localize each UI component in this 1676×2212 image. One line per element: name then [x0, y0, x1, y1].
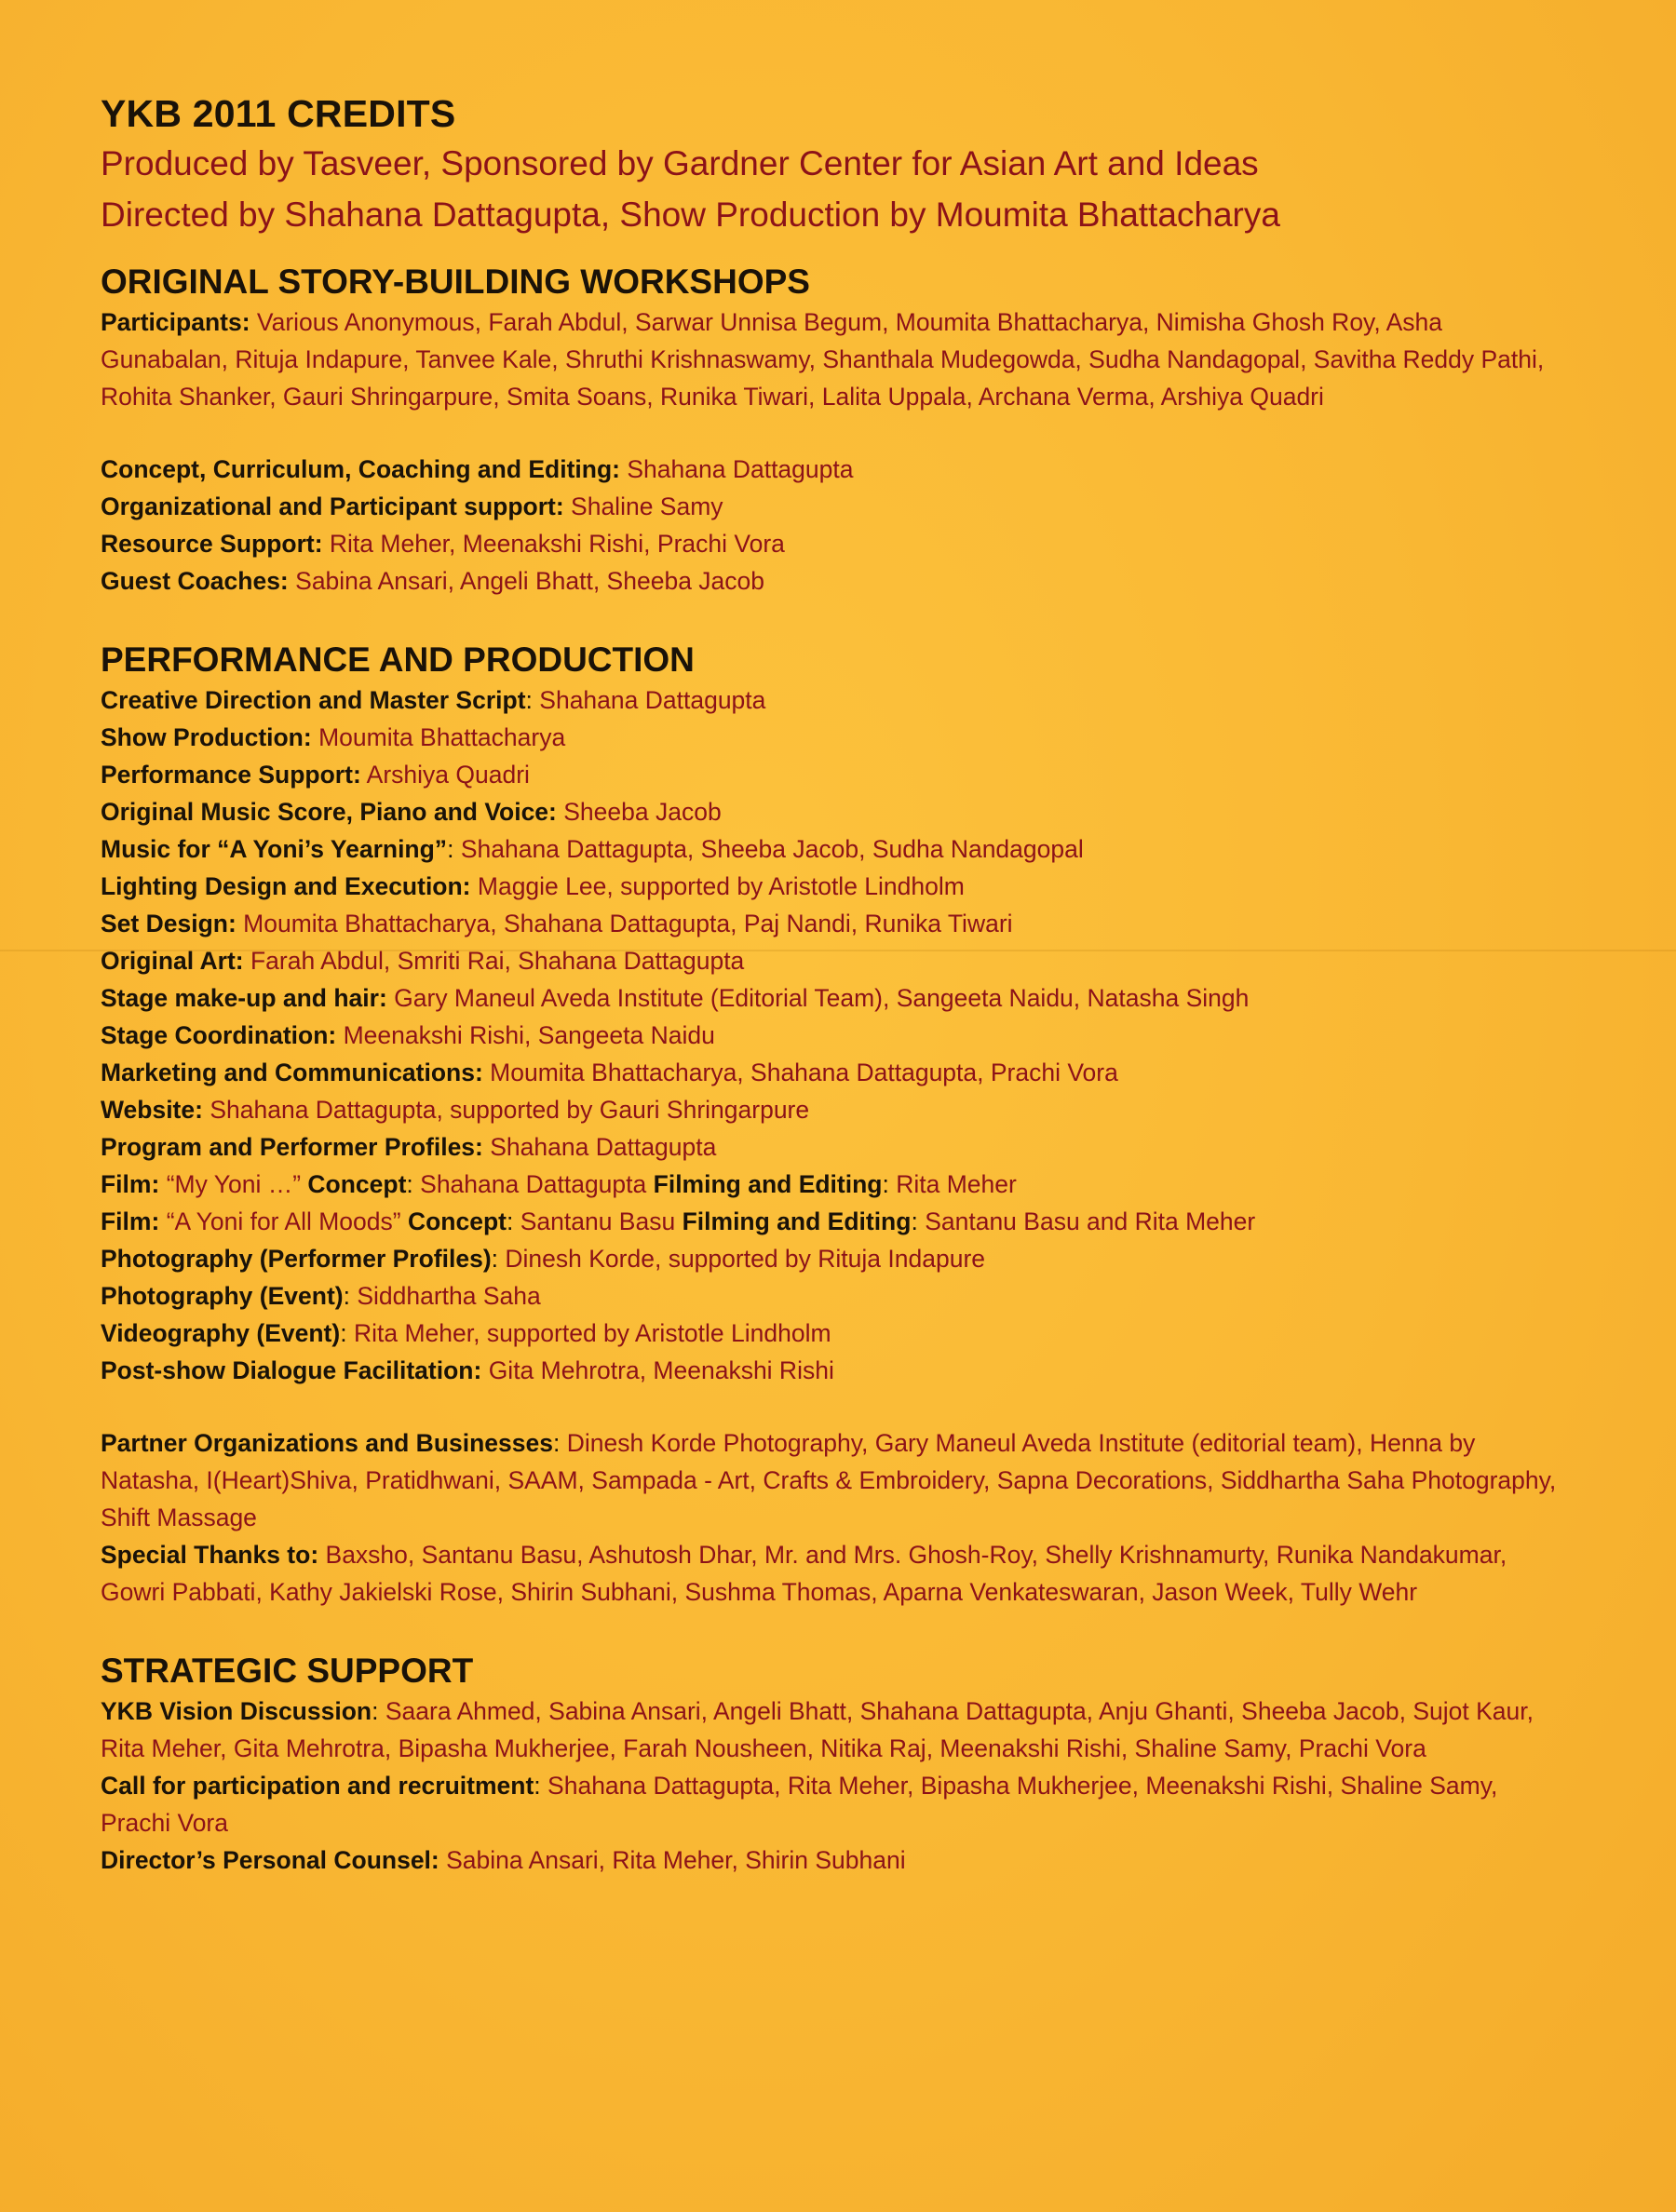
credit-entry: [101, 868, 1574, 905]
credit-entry: [101, 1277, 1574, 1315]
credit-label: Concept, Curriculum, Coaching and Editing:: [101, 455, 620, 483]
thanks-entry: [101, 1536, 1574, 1611]
credit-separator: :: [340, 1319, 347, 1347]
credit-label: Lighting Design and Execution:: [101, 872, 471, 900]
credit-entry: [101, 525, 1574, 562]
credit-entry: [101, 1315, 1574, 1352]
film-editing-value: Rita Meher: [896, 1170, 1017, 1198]
film-label: Film:: [101, 1207, 160, 1235]
film-label: Film:: [101, 1170, 160, 1198]
credit-value: Moumita Bhattacharya, Shahana Dattagupta, Paj Nandi, Runika Tiwari: [243, 910, 1013, 937]
director-line: Directed by Shahana Dattagupta, Show Production by Moumita Bhattacharya: [101, 196, 1280, 234]
film-editing-label: Filming and Editing: [653, 1170, 883, 1198]
credit-label: Videography (Event): [101, 1319, 341, 1347]
credit-value: Shahana Dattagupta: [539, 686, 766, 714]
credit-value: Shahana Dattagupta, Rita Meher, Bipasha Mukherjee, Meenakshi Rishi, Shaline Samy, Prachi Vora: [101, 1772, 1498, 1837]
film-concept-value: Shahana Dattagupta: [420, 1170, 647, 1198]
credit-entry: [101, 1767, 1574, 1841]
credit-label: Marketing and Communications:: [101, 1059, 483, 1086]
credit-label: Call for participation and recruitment: [101, 1772, 534, 1800]
credit-separator: :: [372, 1697, 379, 1725]
credit-label: Creative Direction and Master Script: [101, 686, 526, 714]
credit-label: Photography (Performer Profiles): [101, 1245, 492, 1273]
credit-value: Maggie Lee, supported by Aristotle Lindholm: [477, 872, 965, 900]
credit-entry: [101, 1841, 1574, 1879]
credit-value: Shahana Dattagupta: [627, 455, 854, 483]
film-editing-value: Santanu Basu and Rita Meher: [925, 1207, 1256, 1235]
credit-entry: [101, 1352, 1574, 1389]
credit-value: Farah Abdul, Smriti Rai, Shahana Dattagupta: [250, 947, 745, 975]
paper-fold-line: [0, 950, 1676, 951]
credit-label: Set Design:: [101, 910, 237, 937]
section-heading-performance: PERFORMANCE AND PRODUCTION: [101, 641, 695, 679]
thanks-list: Baxsho, Santanu Basu, Ashutosh Dhar, Mr. and Mrs. Ghosh-Roy, Shelly Krishnamurty, Runika Nandakumar, Gowri Pabbati, Kathy Jakielski Rose, Shirin Subhani, Sushma Thomas, Aparna Venkateswaran, Jason Week, Tully Wehr: [101, 1541, 1507, 1606]
credit-value: Siddhartha Saha: [357, 1282, 541, 1310]
credit-value: Shahana Dattagupta, Sheeba Jacob, Sudha Nandagopal: [460, 835, 1084, 863]
credit-label: YKB Vision Discussion: [101, 1697, 372, 1725]
credit-entry: [101, 1693, 1574, 1767]
credit-value: Sheeba Jacob: [563, 798, 722, 826]
credit-value: Sabina Ansari, Angeli Bhatt, Sheeba Jacob: [295, 567, 765, 595]
film-concept-value: Santanu Basu: [520, 1207, 676, 1235]
film-editing-label: Filming and Editing: [682, 1207, 912, 1235]
credit-entry: [101, 562, 1574, 600]
credit-label: Program and Performer Profiles:: [101, 1133, 483, 1161]
credit-value: Shahana Dattagupta: [490, 1133, 717, 1161]
partners-entry: Partner Organizations and Businesses: Dinesh Korde Photography, Gary Maneul Aveda Institute (editorial team), Henna by Natasha, I(Heart)Shiva, Pratidhwani, SAAM, Sampada - Art, Crafts & Embroidery, Sapna Decorations, Siddhartha Saha Photography, Shift Massage: [101, 1429, 1557, 1531]
thanks-label: Special Thanks to:: [101, 1541, 319, 1569]
credit-separator: :: [447, 835, 454, 863]
section-heading-strategic: STRATEGIC SUPPORT: [101, 1652, 474, 1690]
credit-value: Meenakshi Rishi, Sangeeta Naidu: [343, 1021, 715, 1049]
credit-entry: [101, 1017, 1574, 1054]
credit-entry: [101, 942, 1574, 979]
credit-entry: [101, 1128, 1574, 1166]
credit-entry: [101, 681, 1574, 719]
credit-value: Shaline Samy: [571, 492, 723, 520]
credit-value: Rita Meher, Meenakshi Rishi, Prachi Vora: [329, 530, 785, 558]
credit-label: Organizational and Participant support:: [101, 492, 564, 520]
section-heading-workshops: ORIGINAL STORY-BUILDING WORKSHOPS: [101, 263, 810, 301]
credit-separator: :: [491, 1245, 499, 1273]
credit-value: Gita Mehrotra, Meenakshi Rishi: [488, 1356, 834, 1384]
film-title: “A Yoni for All Moods”: [166, 1207, 401, 1235]
credit-label: Original Art:: [101, 947, 244, 975]
credit-value: Arshiya Quadri: [366, 761, 530, 789]
participants-label: Participants:: [101, 308, 250, 336]
credit-separator: :: [534, 1772, 541, 1800]
credit-value: Rita Meher, supported by Aristotle Lindholm: [353, 1319, 831, 1347]
credit-entry: [101, 451, 1574, 488]
credit-value: Sabina Ansari, Rita Meher, Shirin Subhani: [446, 1846, 906, 1874]
credit-value: Shahana Dattagupta, supported by Gauri Shringarpure: [210, 1096, 810, 1124]
partners-label: Partner Organizations and Businesses: [101, 1429, 553, 1457]
film-concept-label: Concept: [407, 1207, 507, 1235]
credit-separator: :: [525, 686, 533, 714]
credit-label: Original Music Score, Piano and Voice:: [101, 798, 557, 826]
credit-entry: [101, 1091, 1574, 1128]
credit-entry: [101, 793, 1574, 830]
credit-label: Performance Support:: [101, 761, 361, 789]
partners-list: Dinesh Korde Photography, Gary Maneul Aveda Institute (editorial team), Henna by Natasha, I(Heart)Shiva, Pratidhwani, SAAM, Sampada - Art, Crafts & Embroidery, Sapna Decorations, Siddhartha Saha Photography, Shift Massage: [101, 1429, 1557, 1531]
credit-label: Post-show Dialogue Facilitation:: [101, 1356, 482, 1384]
credit-entry: [101, 1240, 1574, 1277]
credit-label: Guest Coaches:: [101, 567, 289, 595]
credit-value: Gary Maneul Aveda Institute (Editorial Team), Sangeeta Naidu, Natasha Singh: [394, 984, 1250, 1012]
credit-entry: [101, 830, 1574, 868]
credit-entry: [101, 1054, 1574, 1091]
credit-label: Stage Coordination:: [101, 1021, 337, 1049]
credit-label: Director’s Personal Counsel:: [101, 1846, 439, 1874]
credit-entry: [101, 488, 1574, 525]
credit-value: Dinesh Korde, supported by Rituja Indapure: [505, 1245, 986, 1273]
credit-label: Photography (Event): [101, 1282, 344, 1310]
credit-label: Stage make-up and hair:: [101, 984, 387, 1012]
credit-entry: [101, 905, 1574, 942]
film-credit-entry: Film: “My Yoni …” Concept: Shahana Dattagupta Filming and Editing: Rita Meher: [101, 1170, 1017, 1198]
producer-line: Produced by Tasveer, Sponsored by Gardner Center for Asian Art and Ideas: [101, 144, 1259, 182]
credit-entry: [101, 979, 1574, 1017]
credit-value: Moumita Bhattacharya, Shahana Dattagupta, Prachi Vora: [490, 1059, 1118, 1086]
credit-label: Resource Support:: [101, 530, 323, 558]
document-title: YKB 2011 CREDITS: [101, 92, 456, 135]
credit-value: Saara Ahmed, Sabina Ansari, Angeli Bhatt, Shahana Dattagupta, Anju Ghanti, Sheeba Jacob, Sujot Kaur, Rita Meher, Gita Mehrotra, Bipasha Mukherjee, Farah Nousheen, Nitika Raj, Meenakshi Rishi, Shaline Samy, Prachi Vora: [101, 1697, 1534, 1762]
credit-value: Moumita Bhattacharya: [318, 723, 566, 751]
participants-entry: [101, 303, 1574, 415]
film-title: “My Yoni …”: [166, 1170, 302, 1198]
credit-label: Website:: [101, 1096, 203, 1124]
film-concept-label: Concept: [307, 1170, 407, 1198]
credit-separator: :: [343, 1282, 350, 1310]
film-credit-entry: Film: “A Yoni for All Moods” Concept: Santanu Basu Filming and Editing: Santanu Basu and Rita Meher: [101, 1207, 1256, 1235]
credit-label: Music for “A Yoni’s Yearning”: [101, 835, 448, 863]
credit-label: Show Production:: [101, 723, 312, 751]
credit-entry: [101, 719, 1574, 756]
participants-list: Various Anonymous, Farah Abdul, Sarwar Unnisa Begum, Moumita Bhattacharya, Nimisha Ghosh Roy, Asha Gunabalan, Rituja Indapure, Tanvee Kale, Shruthi Krishnaswamy, Shanthala Mudegowda, Sudha Nandagopal, Savitha Reddy Pathi, Rohita Shanker, Gauri Shringarpure, Smita Soans, Runika Tiwari, Lalita Uppala, Archana Verma, Arshiya Quadri: [101, 308, 1545, 411]
credit-entry: [101, 756, 1574, 793]
